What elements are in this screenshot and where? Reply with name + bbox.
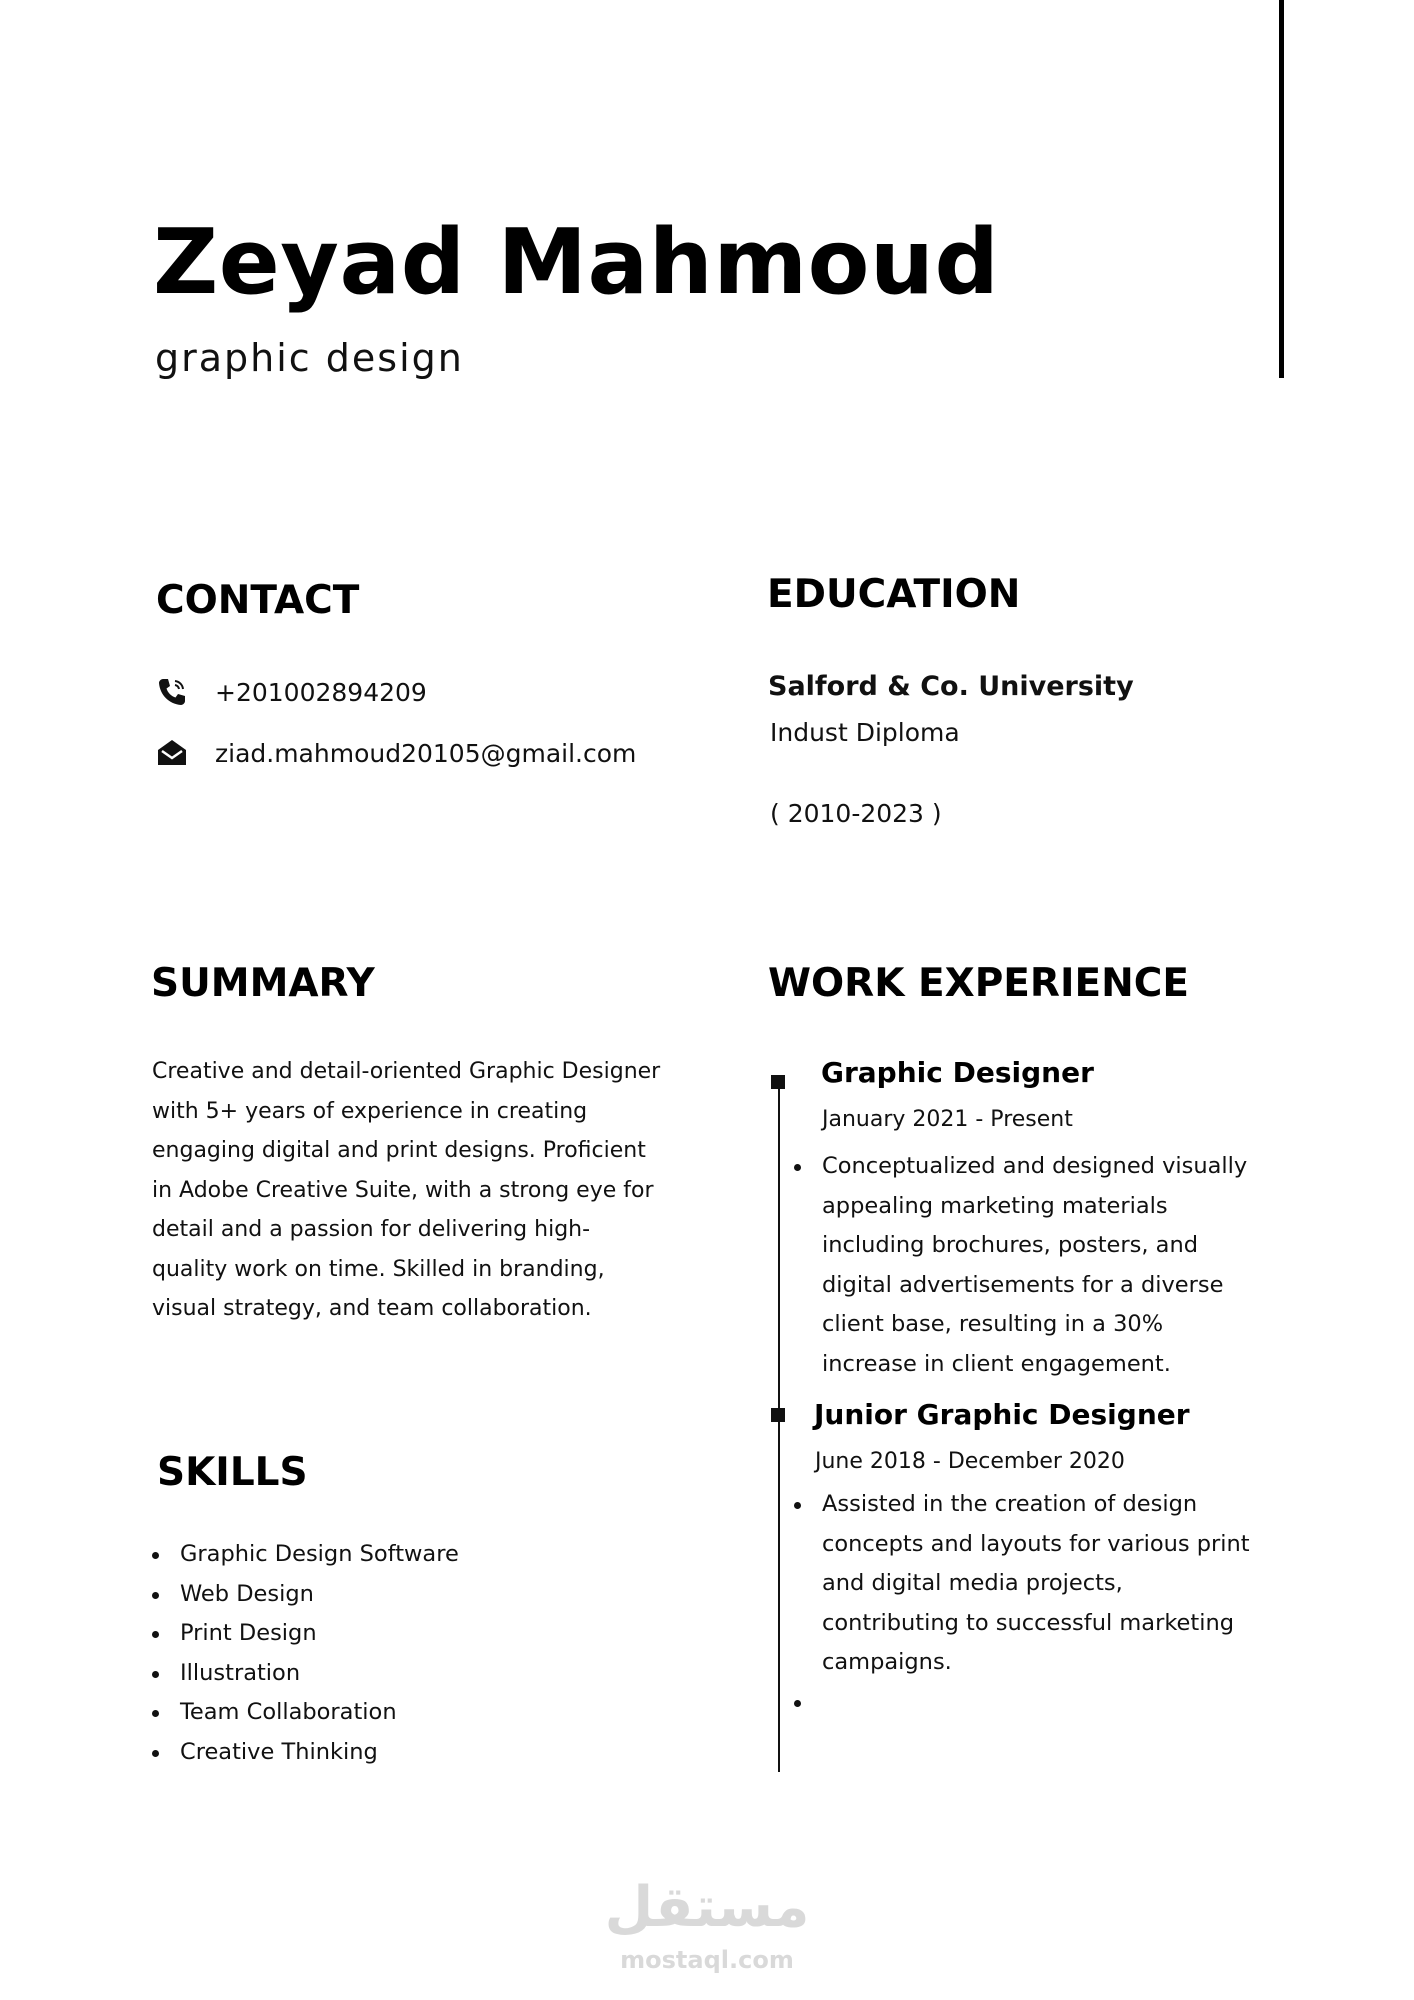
job-dates: June 2018 - December 2020 [815,1449,1125,1474]
contact-heading: CONTACT [156,578,360,623]
email-link[interactable]: ziad.mahmoud20105@gmail.com [215,738,637,768]
candidate-name: Zeyad Mahmoud [153,210,1000,315]
timeline-marker [771,1075,785,1089]
watermark-url: mostaql.com [620,1946,794,1974]
envelope-open-icon [156,737,188,769]
job-dates: January 2021 - Present [822,1107,1073,1132]
skill-item: Web Design [152,1575,459,1615]
skill-item: Print Design [152,1614,459,1654]
job-bullet: Conceptualized and designed visually appealing marketing materials including brochures, posters, and digital advertisements for a diverse client base, resulting in a 30% increase in client engagement. [794,1147,1264,1384]
candidate-role: graphic design [155,336,464,380]
job-title: Graphic Designer [821,1056,1094,1089]
education-school: Salford & Co. University [768,671,1134,702]
summary-text: Creative and detail-oriented Graphic Designer with 5+ years of experience in creating engaging digital and print designs. Proficient in Adobe Creative Suite, with a strong eye for detail and a passion for delivering high-quality work on time. Skilled in branding, visual strategy, and team collaboration. [152,1059,661,1321]
watermark-logo: مستقل [604,1875,810,1940]
phone-icon [156,676,188,708]
skill-item: Graphic Design Software [152,1535,459,1575]
skill-item: Creative Thinking [152,1733,459,1773]
education-years: ( 2010-2023 ) [770,799,942,828]
job-bullets [794,1147,1264,1384]
job-bullet: Assisted in the creation of design concepts and layouts for various print and digital media projects, contributing to successful marketing campaigns. [794,1485,1264,1683]
job-bullets [794,1485,1264,1722]
header-vertical-rule [1279,0,1284,378]
phone-link[interactable]: +201002894209 [215,677,427,707]
skill-item: Illustration [152,1654,459,1694]
skills-heading: SKILLS [157,1450,308,1495]
job-bullet [794,1683,1264,1723]
skills-list [152,1535,459,1772]
job-title: Junior Graphic Designer [814,1398,1190,1431]
contact-phone-row [156,676,427,708]
skill-item: Team Collaboration [152,1693,459,1733]
education-degree: Indust Diploma [770,718,960,747]
contact-email-row [156,737,636,769]
timeline-line [778,1076,780,1772]
work-heading: WORK EXPERIENCE [768,961,1190,1006]
education-heading: EDUCATION [767,572,1021,617]
timeline-marker [771,1408,785,1422]
summary-heading: SUMMARY [151,961,375,1006]
